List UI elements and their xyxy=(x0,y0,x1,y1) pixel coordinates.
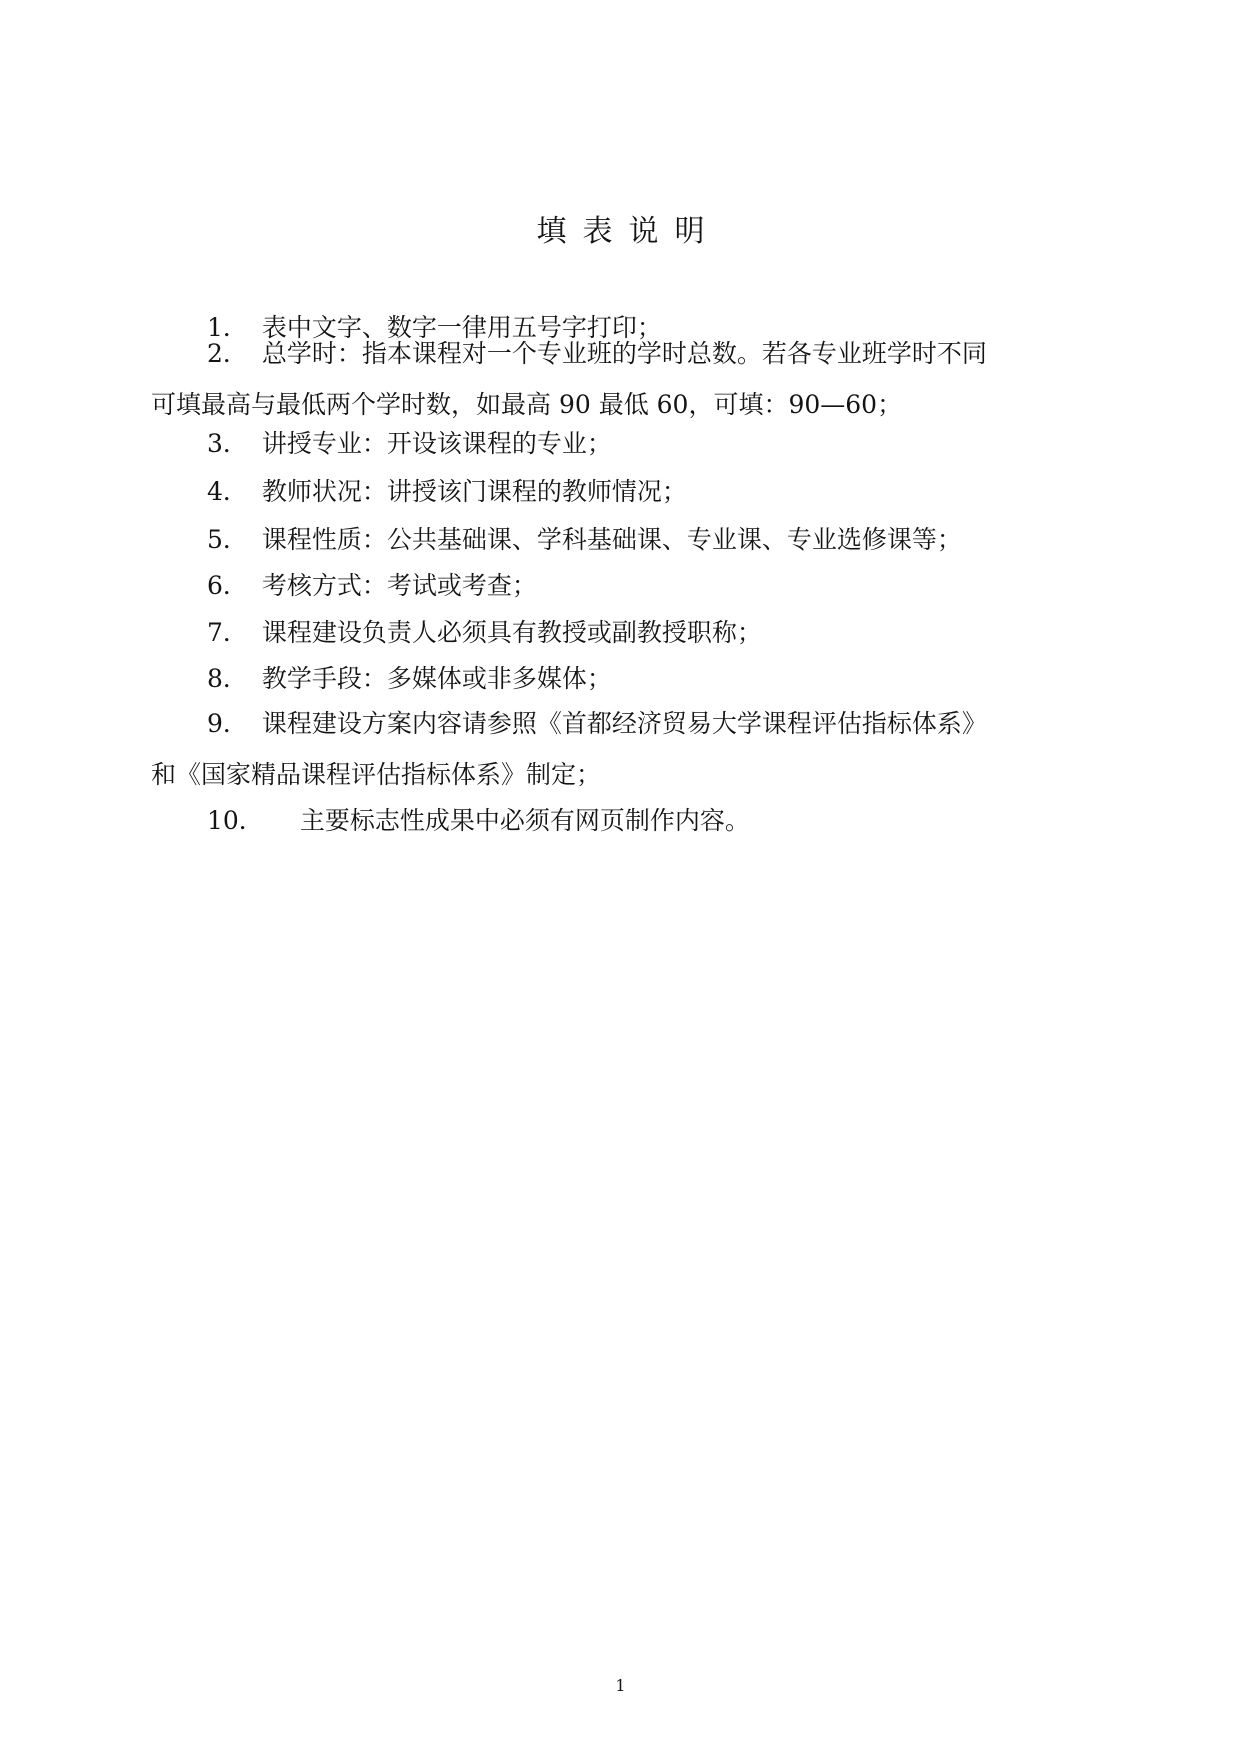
item-text: 教学手段：多媒体或非多媒体； xyxy=(261,664,612,693)
item-text: 课程性质：公共基础课、学科基础课、专业课、专业选修课等； xyxy=(261,525,962,554)
item-number: 4． xyxy=(207,477,248,506)
instruction-item-7 xyxy=(151,607,1096,658)
item-number: 6． xyxy=(207,571,248,600)
item-text-continued: 可填最高与最低两个学时数，如最高 90 最低 60，可填：90—60； xyxy=(151,390,903,419)
item-text: 课程建设负责人必须具有教授或副教授职称； xyxy=(261,618,762,647)
item-number: 8． xyxy=(207,664,248,693)
item-text: 主要标志性成果中必须有网页制作内容。 xyxy=(299,806,750,835)
item-text: 课程建设方案内容请参照《首都经济贸易大学课程评估指标体系》 xyxy=(261,709,987,738)
item-text: 表中文字、数字一律用五号字打印； xyxy=(261,313,662,342)
item-number: 3． xyxy=(207,429,248,458)
item-text: 考核方式：考试或考查； xyxy=(261,571,537,600)
item-text-continued: 和《国家精品课程评估指标体系》制定； xyxy=(151,760,602,789)
item-number: 2． xyxy=(207,339,248,368)
instruction-item-8 xyxy=(151,653,1096,704)
instruction-item-9 xyxy=(151,698,1096,800)
page-title: 填表说明 xyxy=(536,214,721,249)
item-text: 教师状况：讲授该门课程的教师情况； xyxy=(261,477,687,506)
instruction-item-4 xyxy=(151,466,1096,517)
instruction-item-2 xyxy=(151,328,1096,430)
instruction-item-6 xyxy=(151,560,1096,611)
instruction-item-5 xyxy=(151,514,1096,565)
page-number: 1 xyxy=(615,1676,626,1695)
item-number: 1． xyxy=(207,313,248,342)
item-text: 总学时：指本课程对一个专业班的学时总数。若各专业班学时不同 xyxy=(261,339,987,368)
instruction-item-10 xyxy=(151,795,1096,846)
item-text: 讲授专业：开设该课程的专业； xyxy=(261,429,612,458)
item-number: 5． xyxy=(207,525,248,554)
item-number: 9． xyxy=(207,709,248,738)
item-number: 10． xyxy=(207,806,264,835)
item-number: 7． xyxy=(207,618,248,647)
instruction-item-3 xyxy=(151,418,1096,469)
